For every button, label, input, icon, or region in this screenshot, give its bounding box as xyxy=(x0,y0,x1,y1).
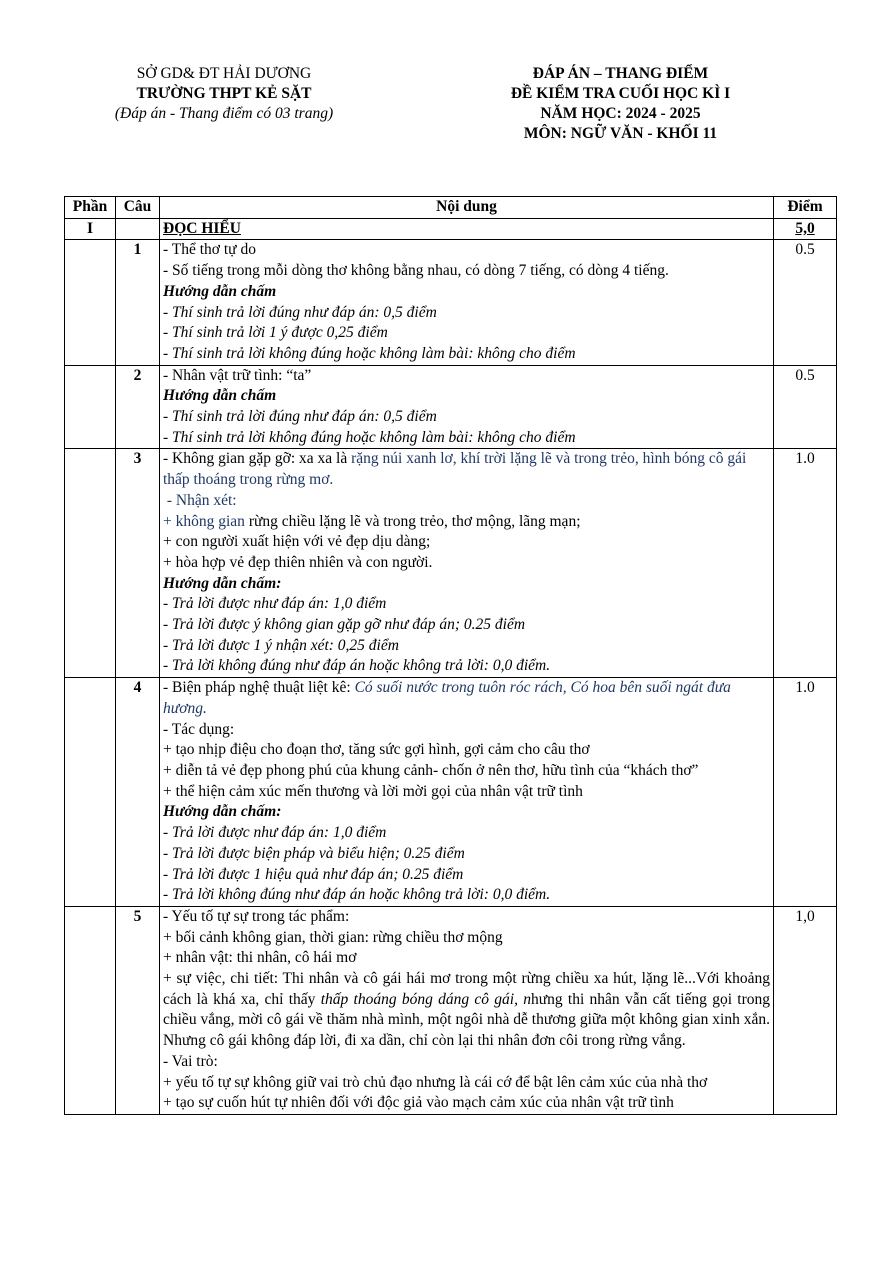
question-number: 1 xyxy=(116,240,160,365)
answer-text: rừng chiều lặng lẽ và trong trẻo, thơ mộng, lãng mạn; xyxy=(244,512,581,530)
table-row xyxy=(65,449,837,678)
answer-keyword: + không gian xyxy=(163,512,245,530)
answer-line: - Thể thơ tự do xyxy=(163,241,256,259)
grading-guide-title: Hướng dẫn chấm xyxy=(163,387,277,405)
answer-line: - Tác dụng: xyxy=(163,720,235,738)
exam-name: ĐỀ KIỂM TRA CUỐI HỌC KÌ I xyxy=(510,85,731,102)
part-cell xyxy=(65,678,116,907)
question-content xyxy=(160,906,774,1114)
col-header-score: Điểm xyxy=(774,197,837,219)
grading-guide-title: Hướng dẫn chấm: xyxy=(163,574,282,592)
section-title: ĐỌC HIỂU xyxy=(160,218,774,240)
remark-label: - Nhận xét: xyxy=(163,491,237,509)
question-content xyxy=(160,449,774,678)
grading-guide-line: - Trả lời được ý không gian gặp gỡ như đáp án; 0.25 điểm xyxy=(163,616,526,634)
part-cell xyxy=(65,906,116,1114)
document-title: ĐÁP ÁN – THANG ĐIỂM xyxy=(532,65,709,82)
section-score: 5,0 xyxy=(774,218,837,240)
answer-line: + diễn tả vẻ đẹp phong phú của khung cảnh- chốn ở nên thơ, hữu tình của “khách thơ” xyxy=(163,761,699,779)
question-content xyxy=(160,240,774,365)
answer-line: + yếu tố tự sự không giữ vai trò chủ đạo nhưng là cái cớ để bật lên cảm xúc của nhà thơ xyxy=(163,1073,708,1091)
col-header-content: Nội dung xyxy=(160,197,774,219)
question-score: 1,0 xyxy=(774,906,837,1114)
answer-line: + nhân vật: thi nhân, cô hái mơ xyxy=(163,949,357,967)
answer-line: + con người xuất hiện với vẻ đẹp dịu dàng; xyxy=(163,533,431,551)
school-name: TRƯỜNG THPT KẺ SẶT xyxy=(136,85,312,102)
school-year: NĂM HỌC: 2024 - 2025 xyxy=(540,105,701,122)
answer-line: + tạo nhịp điệu cho đoạn thơ, tăng sức gợi hình, gợi cảm cho câu thơ xyxy=(163,741,590,759)
table-row xyxy=(65,906,837,1114)
grading-guide-line: - Trả lời không đúng như đáp án hoặc không trả lời: 0,0 điểm. xyxy=(163,886,551,904)
answer-text: - Biện pháp nghệ thuật liệt kê: xyxy=(163,679,355,697)
grading-guide-line: - Thí sinh trả lời 1 ý được 0,25 điểm xyxy=(163,324,388,342)
question-content xyxy=(160,678,774,907)
answer-quote: thấp thoáng bóng dáng cô gái, n xyxy=(320,990,531,1008)
grading-guide-line: - Trả lời được 1 hiệu quả như đáp án; 0.25 điểm xyxy=(163,865,464,883)
question-score: 1.0 xyxy=(774,449,837,678)
question-number: 5 xyxy=(116,906,160,1114)
answer-paragraph xyxy=(163,969,770,1052)
answer-line xyxy=(163,449,770,490)
answer-line xyxy=(163,512,770,533)
answer-table xyxy=(64,196,837,1115)
answer-line: - Số tiếng trong mỗi dòng thơ không bằng nhau, có dòng 7 tiếng, có dòng 4 tiếng. xyxy=(163,262,669,280)
grading-guide-line: - Thí sinh trả lời đúng như đáp án: 0,5 điểm xyxy=(163,408,437,426)
subject-line: MÔN: NGỮ VĂN - KHỐI 11 xyxy=(523,125,718,142)
question-number: 3 xyxy=(116,449,160,678)
section-row xyxy=(65,218,837,240)
question-number: 4 xyxy=(116,678,160,907)
answer-line: - Vai trò: xyxy=(163,1052,218,1070)
answer-line: + tạo sự cuốn hút tự nhiên đối với độc giả vào mạch cảm xúc của nhân vật trữ tình xyxy=(163,1094,674,1112)
answer-line xyxy=(163,678,770,719)
question-number: 2 xyxy=(116,365,160,449)
table-row xyxy=(65,678,837,907)
header-right xyxy=(478,64,763,144)
header-left xyxy=(96,64,352,124)
section-part: I xyxy=(65,218,116,240)
question-score: 1.0 xyxy=(774,678,837,907)
answer-line: + thể hiện cảm xúc mến thương và lời mời gọi của nhân vật trữ tình xyxy=(163,782,583,800)
grading-guide-line: - Trả lời được biện pháp và biểu hiện; 0.25 điểm xyxy=(163,844,465,862)
table-header-row xyxy=(65,197,837,219)
col-header-part: Phần xyxy=(65,197,116,219)
answer-line: + hòa hợp vẻ đẹp thiên nhiên và con người. xyxy=(163,553,433,571)
grading-guide-line: - Thí sinh trả lời không đúng hoặc không làm bài: không cho điểm xyxy=(163,428,576,446)
grading-guide-line: - Trả lời được như đáp án: 1,0 điểm xyxy=(163,824,387,842)
question-score: 0.5 xyxy=(774,365,837,449)
table-row xyxy=(65,240,837,365)
answer-line: - Nhân vật trữ tình: “ta” xyxy=(163,366,312,384)
grading-guide-line: - Trả lời được 1 ý nhận xét: 0,25 điểm xyxy=(163,636,399,654)
answer-line: - Yếu tố tự sự trong tác phẩm: xyxy=(163,907,350,925)
answer-text: hưng thi nhân vẫn cất tiếng gọi trong chiều vắng, mời cô gái về thăm nhà mình, một ngôi nhà dễ thương giữa một không gian xinh xắn. Nhưng cô gái không đáp lời, đi xa dần, chỉ còn lại thi nhân đơn côi trong rừng vắng. xyxy=(163,990,770,1050)
grading-guide-line: - Trả lời được như đáp án: 1,0 điểm xyxy=(163,595,387,613)
answer-quote: Có suối nước trong tuôn róc rách, Có hoa bên suối ngát đưa hương. xyxy=(163,679,731,717)
table-row xyxy=(65,365,837,449)
department-name: SỞ GD& ĐT HẢI DƯƠNG xyxy=(136,65,312,82)
answer-line: + bối cảnh không gian, thời gian: rừng chiều thơ mộng xyxy=(163,928,503,946)
col-header-question: Câu xyxy=(116,197,160,219)
question-content xyxy=(160,365,774,449)
grading-guide-line: - Thí sinh trả lời đúng như đáp án: 0,5 điểm xyxy=(163,303,437,321)
section-empty-cell xyxy=(116,218,160,240)
part-cell xyxy=(65,365,116,449)
answer-text: - Không gian gặp gỡ: xa xa là xyxy=(163,450,352,468)
question-score: 0.5 xyxy=(774,240,837,365)
grading-guide-title: Hướng dẫn chấm: xyxy=(163,803,282,821)
answer-quote: rặng núi xanh lơ, khí trời lặng lẽ và trong trẻo, hình bóng cô gái thấp thoáng trong rừng mơ. xyxy=(163,450,747,489)
page-count-note: (Đáp án - Thang điểm có 03 trang) xyxy=(114,105,334,122)
part-cell xyxy=(65,240,116,365)
part-cell xyxy=(65,449,116,678)
answer-text: + sự việc, chi tiết: Thi nhân và cô gái hái mơ trong một rừng chiều xa hút, lặng lẽ...Với khoảng cách là khá xa, chỉ thấy xyxy=(163,970,770,1008)
grading-guide-line: - Thí sinh trả lời không đúng hoặc không làm bài: không cho điểm xyxy=(163,344,576,362)
grading-guide-line: - Trả lời không đúng như đáp án hoặc không trả lời: 0,0 điểm. xyxy=(163,657,551,675)
grading-guide-title: Hướng dẫn chấm xyxy=(163,282,277,300)
